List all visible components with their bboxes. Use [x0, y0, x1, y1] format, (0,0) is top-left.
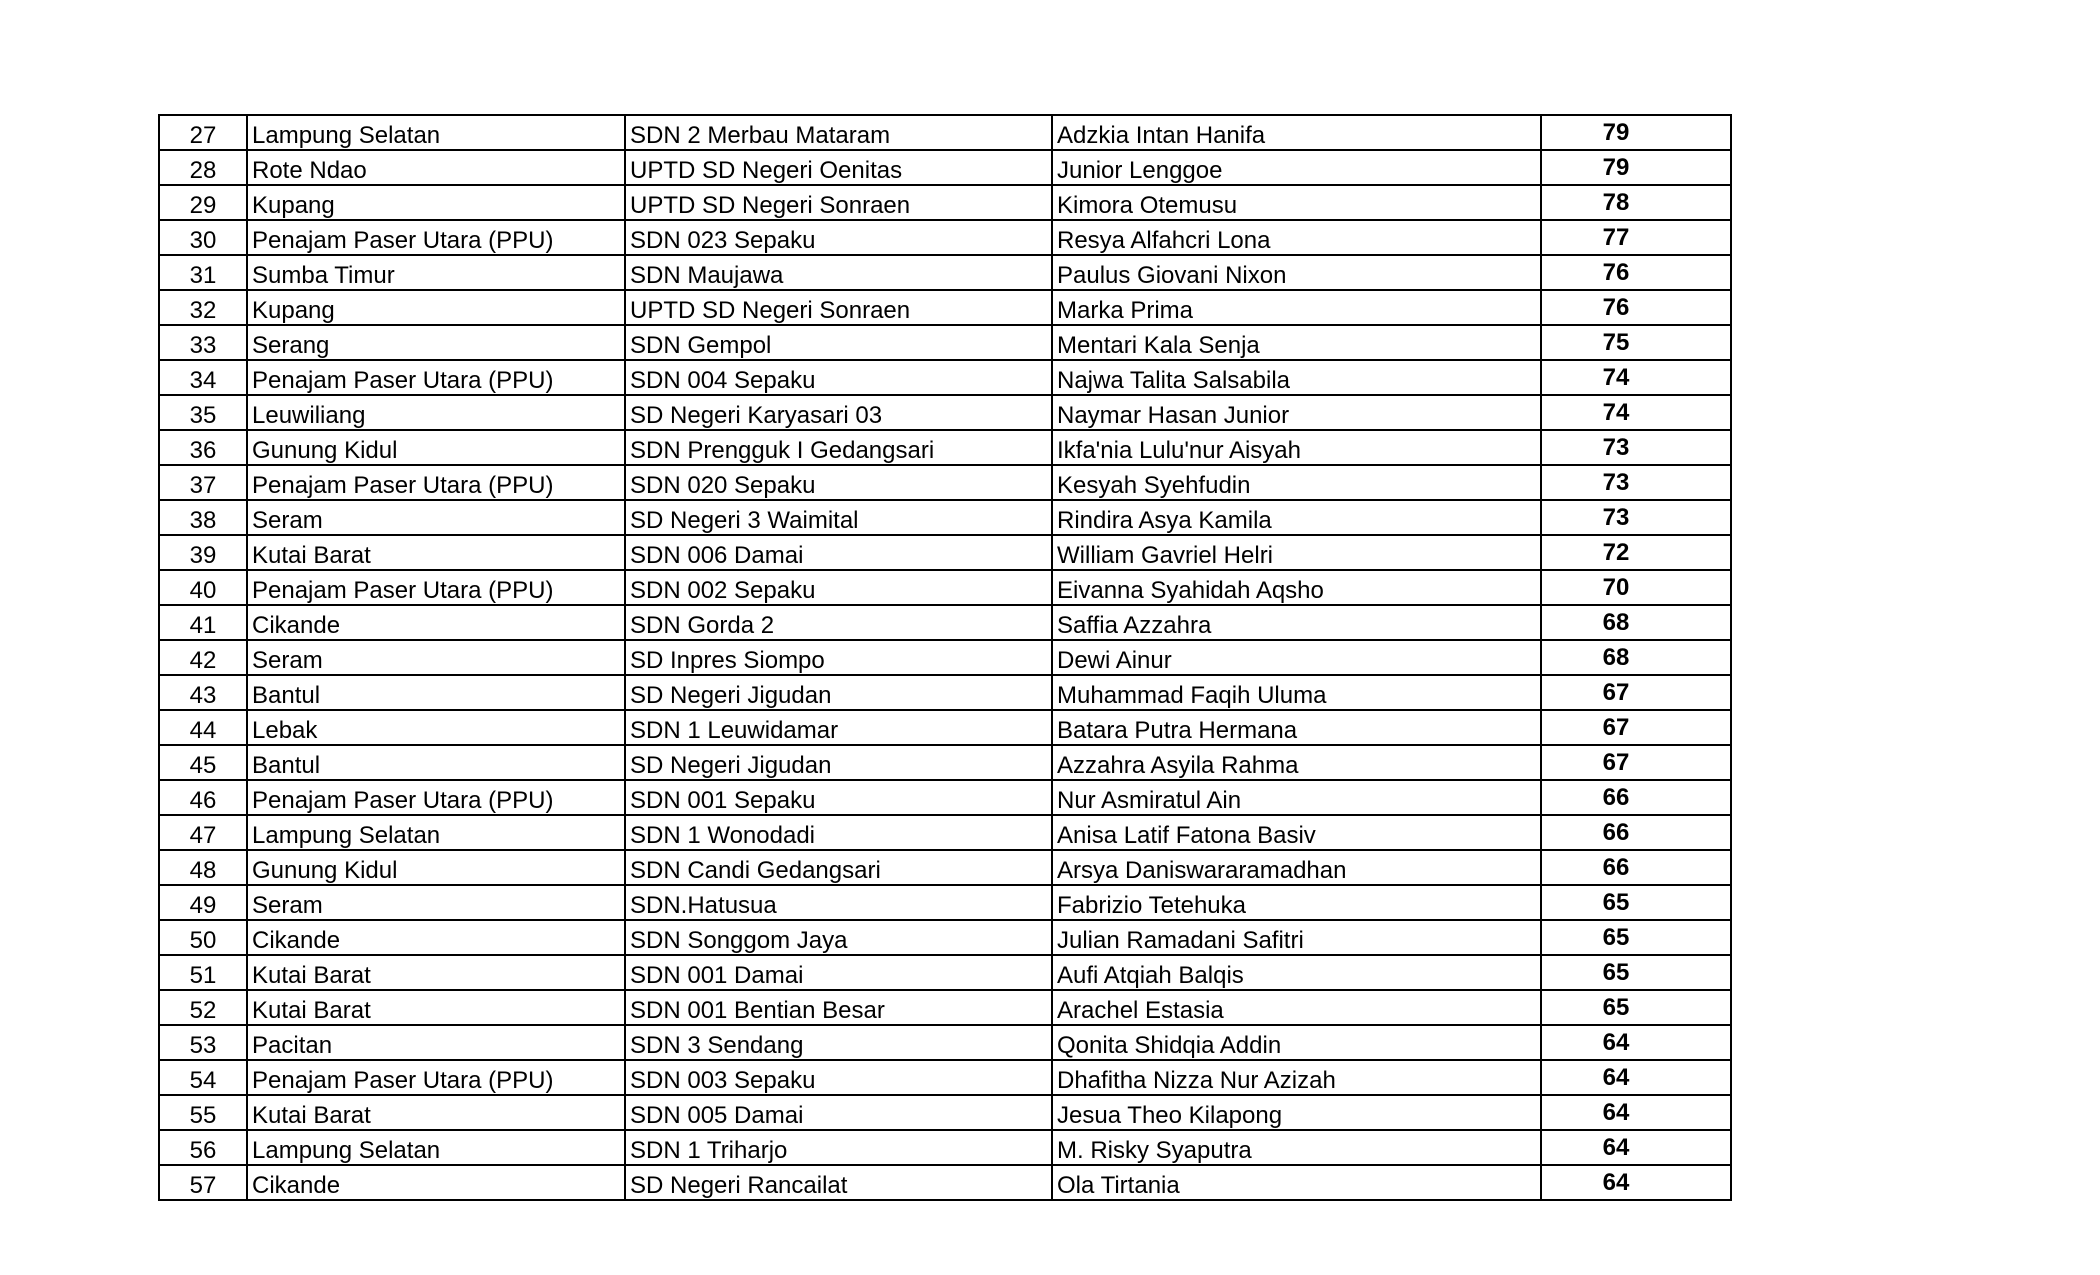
school-cell: SDN 2 Merbau Mataram: [625, 115, 1052, 150]
school-cell: SDN 006 Damai: [625, 535, 1052, 570]
score-cell: 67: [1541, 675, 1731, 710]
table-row: [159, 850, 1731, 885]
student-name-cell: Kimora Otemusu: [1052, 185, 1541, 220]
student-name-cell: Anisa Latif Fatona Basiv: [1052, 815, 1541, 850]
score-cell: 65: [1541, 990, 1731, 1025]
score-cell: 66: [1541, 850, 1731, 885]
table-row: [159, 1130, 1731, 1165]
student-name-cell: Ola Tirtania: [1052, 1165, 1541, 1200]
school-cell: SDN 1 Wonodadi: [625, 815, 1052, 850]
student-name-cell: Naymar Hasan Junior: [1052, 395, 1541, 430]
student-name-cell: Resya Alfahcri Lona: [1052, 220, 1541, 255]
row-number-cell: 50: [159, 920, 247, 955]
row-number-cell: 57: [159, 1165, 247, 1200]
region-cell: Gunung Kidul: [247, 850, 625, 885]
table-row: [159, 920, 1731, 955]
school-cell: SD Negeri Rancailat: [625, 1165, 1052, 1200]
row-number-cell: 35: [159, 395, 247, 430]
region-cell: Bantul: [247, 675, 625, 710]
student-name-cell: Ikfa'nia Lulu'nur Aisyah: [1052, 430, 1541, 465]
student-name-cell: Azzahra Asyila Rahma: [1052, 745, 1541, 780]
row-number-cell: 27: [159, 115, 247, 150]
score-cell: 64: [1541, 1025, 1731, 1060]
student-name-cell: Arsya Daniswararamadhan: [1052, 850, 1541, 885]
score-cell: 73: [1541, 500, 1731, 535]
region-cell: Penajam Paser Utara (PPU): [247, 220, 625, 255]
table-row: [159, 710, 1731, 745]
row-number-cell: 54: [159, 1060, 247, 1095]
score-cell: 79: [1541, 115, 1731, 150]
score-cell: 74: [1541, 395, 1731, 430]
table-row: [159, 1095, 1731, 1130]
row-number-cell: 52: [159, 990, 247, 1025]
score-cell: 64: [1541, 1095, 1731, 1130]
school-cell: SDN Prengguk I Gedangsari: [625, 430, 1052, 465]
school-cell: SDN 023 Sepaku: [625, 220, 1052, 255]
row-number-cell: 38: [159, 500, 247, 535]
table-row: [159, 745, 1731, 780]
score-cell: 65: [1541, 885, 1731, 920]
region-cell: Kutai Barat: [247, 955, 625, 990]
school-cell: SDN 1 Leuwidamar: [625, 710, 1052, 745]
school-cell: SDN 001 Sepaku: [625, 780, 1052, 815]
row-number-cell: 45: [159, 745, 247, 780]
table-row: [159, 185, 1731, 220]
row-number-cell: 37: [159, 465, 247, 500]
table-row: [159, 780, 1731, 815]
student-name-cell: Julian Ramadani Safitri: [1052, 920, 1541, 955]
score-cell: 73: [1541, 465, 1731, 500]
region-cell: Seram: [247, 885, 625, 920]
school-cell: SDN 3 Sendang: [625, 1025, 1052, 1060]
student-name-cell: Qonita Shidqia Addin: [1052, 1025, 1541, 1060]
student-name-cell: Adzkia Intan Hanifa: [1052, 115, 1541, 150]
row-number-cell: 39: [159, 535, 247, 570]
school-cell: UPTD SD Negeri Sonraen: [625, 290, 1052, 325]
row-number-cell: 33: [159, 325, 247, 360]
score-cell: 66: [1541, 815, 1731, 850]
score-cell: 72: [1541, 535, 1731, 570]
row-number-cell: 40: [159, 570, 247, 605]
table-row: [159, 430, 1731, 465]
table-row: [159, 220, 1731, 255]
row-number-cell: 31: [159, 255, 247, 290]
student-name-cell: William Gavriel Helri: [1052, 535, 1541, 570]
student-name-cell: Arachel Estasia: [1052, 990, 1541, 1025]
region-cell: Cikande: [247, 1165, 625, 1200]
table-row: [159, 990, 1731, 1025]
score-cell: 65: [1541, 955, 1731, 990]
school-cell: SDN 1 Triharjo: [625, 1130, 1052, 1165]
score-cell: 68: [1541, 640, 1731, 675]
student-name-cell: Muhammad Faqih Uluma: [1052, 675, 1541, 710]
score-cell: 64: [1541, 1130, 1731, 1165]
score-cell: 70: [1541, 570, 1731, 605]
region-cell: Kupang: [247, 290, 625, 325]
region-cell: Lebak: [247, 710, 625, 745]
student-name-cell: Najwa Talita Salsabila: [1052, 360, 1541, 395]
region-cell: Cikande: [247, 605, 625, 640]
row-number-cell: 30: [159, 220, 247, 255]
school-cell: SDN 003 Sepaku: [625, 1060, 1052, 1095]
region-cell: Penajam Paser Utara (PPU): [247, 360, 625, 395]
table-row: [159, 885, 1731, 920]
region-cell: Serang: [247, 325, 625, 360]
table-row: [159, 115, 1731, 150]
table-row: [159, 815, 1731, 850]
row-number-cell: 48: [159, 850, 247, 885]
region-cell: Kutai Barat: [247, 1095, 625, 1130]
row-number-cell: 51: [159, 955, 247, 990]
region-cell: Seram: [247, 500, 625, 535]
table-row: [159, 360, 1731, 395]
row-number-cell: 41: [159, 605, 247, 640]
row-number-cell: 42: [159, 640, 247, 675]
table-row: [159, 150, 1731, 185]
table-row: [159, 535, 1731, 570]
region-cell: Penajam Paser Utara (PPU): [247, 1060, 625, 1095]
score-cell: 76: [1541, 255, 1731, 290]
school-cell: SD Negeri 3 Waimital: [625, 500, 1052, 535]
score-cell: 77: [1541, 220, 1731, 255]
table-row: [159, 325, 1731, 360]
school-cell: SDN Maujawa: [625, 255, 1052, 290]
school-cell: SD Negeri Jigudan: [625, 745, 1052, 780]
student-name-cell: Nur Asmiratul Ain: [1052, 780, 1541, 815]
region-cell: Lampung Selatan: [247, 115, 625, 150]
table-row: [159, 640, 1731, 675]
table-row: [159, 465, 1731, 500]
row-number-cell: 36: [159, 430, 247, 465]
student-name-cell: Mentari Kala Senja: [1052, 325, 1541, 360]
school-cell: SDN Songgom Jaya: [625, 920, 1052, 955]
region-cell: Seram: [247, 640, 625, 675]
region-cell: Lampung Selatan: [247, 1130, 625, 1165]
region-cell: Kutai Barat: [247, 535, 625, 570]
region-cell: Leuwiliang: [247, 395, 625, 430]
table-row: [159, 1025, 1731, 1060]
school-cell: SDN 005 Damai: [625, 1095, 1052, 1130]
region-cell: Cikande: [247, 920, 625, 955]
score-cell: 75: [1541, 325, 1731, 360]
region-cell: Sumba Timur: [247, 255, 625, 290]
student-name-cell: Saffia Azzahra: [1052, 605, 1541, 640]
region-cell: Penajam Paser Utara (PPU): [247, 570, 625, 605]
table-row: [159, 570, 1731, 605]
student-name-cell: Fabrizio Tetehuka: [1052, 885, 1541, 920]
student-name-cell: Jesua Theo Kilapong: [1052, 1095, 1541, 1130]
row-number-cell: 53: [159, 1025, 247, 1060]
table-row: [159, 500, 1731, 535]
school-cell: SDN 001 Bentian Besar: [625, 990, 1052, 1025]
school-cell: SDN.Hatusua: [625, 885, 1052, 920]
student-name-cell: Aufi Atqiah Balqis: [1052, 955, 1541, 990]
score-cell: 73: [1541, 430, 1731, 465]
score-cell: 68: [1541, 605, 1731, 640]
school-cell: SDN Gempol: [625, 325, 1052, 360]
region-cell: Penajam Paser Utara (PPU): [247, 465, 625, 500]
row-number-cell: 47: [159, 815, 247, 850]
school-cell: SD Inpres Siompo: [625, 640, 1052, 675]
score-cell: 64: [1541, 1060, 1731, 1095]
student-name-cell: Dewi Ainur: [1052, 640, 1541, 675]
row-number-cell: 56: [159, 1130, 247, 1165]
school-cell: SDN 004 Sepaku: [625, 360, 1052, 395]
row-number-cell: 46: [159, 780, 247, 815]
row-number-cell: 43: [159, 675, 247, 710]
row-number-cell: 55: [159, 1095, 247, 1130]
table-row: [159, 955, 1731, 990]
school-cell: SD Negeri Jigudan: [625, 675, 1052, 710]
row-number-cell: 34: [159, 360, 247, 395]
student-name-cell: Kesyah Syehfudin: [1052, 465, 1541, 500]
student-name-cell: Rindira Asya Kamila: [1052, 500, 1541, 535]
results-table: [158, 114, 1732, 1201]
score-cell: 76: [1541, 290, 1731, 325]
region-cell: Pacitan: [247, 1025, 625, 1060]
score-cell: 79: [1541, 150, 1731, 185]
region-cell: Kupang: [247, 185, 625, 220]
school-cell: SDN 002 Sepaku: [625, 570, 1052, 605]
student-name-cell: Eivanna Syahidah Aqsho: [1052, 570, 1541, 605]
student-name-cell: Batara Putra Hermana: [1052, 710, 1541, 745]
student-name-cell: Marka Prima: [1052, 290, 1541, 325]
score-cell: 64: [1541, 1165, 1731, 1200]
table-row: [159, 675, 1731, 710]
table-row: [159, 605, 1731, 640]
table-row: [159, 255, 1731, 290]
region-cell: Penajam Paser Utara (PPU): [247, 780, 625, 815]
row-number-cell: 49: [159, 885, 247, 920]
region-cell: Gunung Kidul: [247, 430, 625, 465]
student-name-cell: Paulus Giovani Nixon: [1052, 255, 1541, 290]
school-cell: SDN 020 Sepaku: [625, 465, 1052, 500]
student-name-cell: Dhafitha Nizza Nur Azizah: [1052, 1060, 1541, 1095]
score-cell: 65: [1541, 920, 1731, 955]
score-cell: 66: [1541, 780, 1731, 815]
results-table-body: [159, 115, 1731, 1200]
row-number-cell: 29: [159, 185, 247, 220]
table-row: [159, 1165, 1731, 1200]
school-cell: SDN Candi Gedangsari: [625, 850, 1052, 885]
school-cell: UPTD SD Negeri Oenitas: [625, 150, 1052, 185]
score-cell: 67: [1541, 710, 1731, 745]
table-row: [159, 395, 1731, 430]
row-number-cell: 32: [159, 290, 247, 325]
score-cell: 67: [1541, 745, 1731, 780]
school-cell: SDN Gorda 2: [625, 605, 1052, 640]
school-cell: SDN 001 Damai: [625, 955, 1052, 990]
score-cell: 74: [1541, 360, 1731, 395]
table-row: [159, 290, 1731, 325]
score-cell: 78: [1541, 185, 1731, 220]
region-cell: Lampung Selatan: [247, 815, 625, 850]
region-cell: Kutai Barat: [247, 990, 625, 1025]
region-cell: Bantul: [247, 745, 625, 780]
region-cell: Rote Ndao: [247, 150, 625, 185]
school-cell: UPTD SD Negeri Sonraen: [625, 185, 1052, 220]
student-name-cell: M. Risky Syaputra: [1052, 1130, 1541, 1165]
school-cell: SD Negeri Karyasari 03: [625, 395, 1052, 430]
student-name-cell: Junior Lenggoe: [1052, 150, 1541, 185]
row-number-cell: 28: [159, 150, 247, 185]
table-row: [159, 1060, 1731, 1095]
row-number-cell: 44: [159, 710, 247, 745]
